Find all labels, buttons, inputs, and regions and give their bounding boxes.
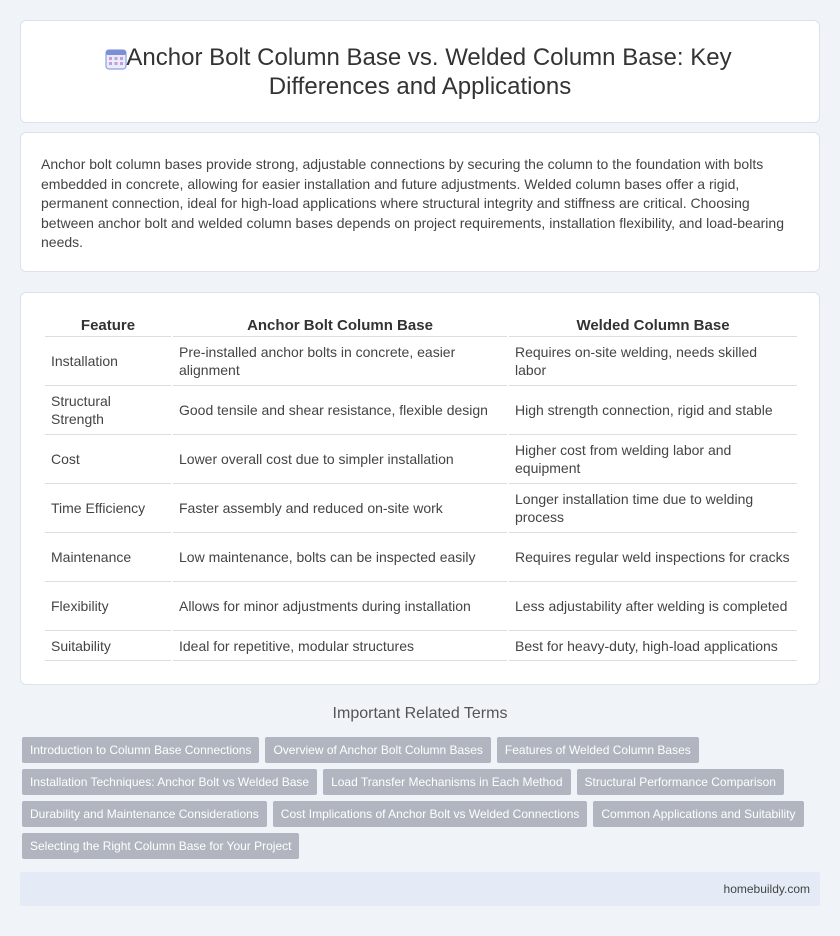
feature-cell: Structural Strength bbox=[45, 386, 171, 435]
table-row bbox=[45, 484, 797, 533]
welded-cell: Requires on-site welding, needs skilled labor bbox=[509, 337, 797, 386]
table-row bbox=[45, 631, 797, 661]
welded-cell: Higher cost from welding labor and equipment bbox=[509, 435, 797, 484]
anchor-bolt-cell: Faster assembly and reduced on-site work bbox=[173, 484, 507, 533]
anchor-bolt-cell: Low maintenance, bolts can be inspected easily bbox=[173, 533, 507, 582]
table-row bbox=[45, 533, 797, 582]
related-terms-list bbox=[22, 737, 822, 859]
page-title bbox=[21, 43, 819, 101]
feature-cell: Flexibility bbox=[45, 582, 171, 631]
related-term-tag[interactable]: Load Transfer Mechanisms in Each Method bbox=[323, 769, 570, 795]
column-header-feature: Feature bbox=[45, 315, 171, 337]
related-term-tag[interactable]: Selecting the Right Column Base for Your Project bbox=[22, 833, 299, 859]
page-title-line2: Differences and Applications bbox=[268, 73, 572, 100]
welded-cell: Requires regular weld inspections for cracks bbox=[509, 533, 797, 582]
page-title-line1: Anchor Bolt Column Base vs. Welded Column Base: Key bbox=[126, 44, 732, 71]
anchor-bolt-cell: Lower overall cost due to simpler installation bbox=[173, 435, 507, 484]
related-term-tag[interactable]: Common Applications and Suitability bbox=[593, 801, 803, 827]
related-term-tag[interactable]: Features of Welded Column Bases bbox=[497, 737, 699, 763]
feature-cell: Time Efficiency bbox=[45, 484, 171, 533]
table-header-row bbox=[45, 315, 797, 337]
welded-cell: Longer installation time due to welding process bbox=[509, 484, 797, 533]
intro-card bbox=[20, 132, 820, 272]
table-row bbox=[45, 386, 797, 435]
title-card bbox=[20, 20, 820, 123]
footer bbox=[20, 872, 820, 906]
welded-cell: Best for heavy-duty, high-load applications bbox=[509, 631, 797, 661]
related-term-tag[interactable]: Durability and Maintenance Considerations bbox=[22, 801, 267, 827]
feature-cell: Installation bbox=[45, 337, 171, 386]
column-header-welded: Welded Column Base bbox=[509, 315, 797, 337]
table-row bbox=[45, 582, 797, 631]
feature-cell: Maintenance bbox=[45, 533, 171, 582]
related-term-tag[interactable]: Cost Implications of Anchor Bolt vs Welded Connections bbox=[273, 801, 588, 827]
feature-cell: Cost bbox=[45, 435, 171, 484]
table-row bbox=[45, 337, 797, 386]
table-row bbox=[45, 435, 797, 484]
comparison-table-card bbox=[20, 292, 820, 685]
anchor-bolt-cell: Allows for minor adjustments during installation bbox=[173, 582, 507, 631]
related-term-tag[interactable]: Overview of Anchor Bolt Column Bases bbox=[265, 737, 490, 763]
related-term-tag[interactable]: Structural Performance Comparison bbox=[577, 769, 784, 795]
anchor-bolt-cell: Ideal for repetitive, modular structures bbox=[173, 631, 507, 661]
footer-site-link[interactable]: homebuildy.com bbox=[723, 882, 810, 896]
anchor-bolt-cell: Pre-installed anchor bolts in concrete, easier alignment bbox=[173, 337, 507, 386]
intro-paragraph: Anchor bolt column bases provide strong, adjustable connections by securing the column to the foundation with bolts embedded in concrete, allowing for easier installation and future adjustments. Welded column bases offer a rigid, permanent connection, ideal for high-load applications where structural integrity and stiffness are critical. Choosing between anchor bolt and welded column bases depends on project requirements, installation flexibility, and load-bearing needs. bbox=[41, 156, 784, 251]
related-term-tag[interactable]: Introduction to Column Base Connections bbox=[22, 737, 259, 763]
welded-cell: Less adjustability after welding is completed bbox=[509, 582, 797, 631]
welded-cell: High strength connection, rigid and stable bbox=[509, 386, 797, 435]
anchor-bolt-cell: Good tensile and shear resistance, flexible design bbox=[173, 386, 507, 435]
column-header-anchor-bolt: Anchor Bolt Column Base bbox=[173, 315, 507, 337]
comparison-table bbox=[43, 315, 799, 661]
feature-cell: Suitability bbox=[45, 631, 171, 661]
related-term-tag[interactable]: Installation Techniques: Anchor Bolt vs Welded Base bbox=[22, 769, 317, 795]
related-terms-title: Important Related Terms bbox=[332, 705, 508, 722]
